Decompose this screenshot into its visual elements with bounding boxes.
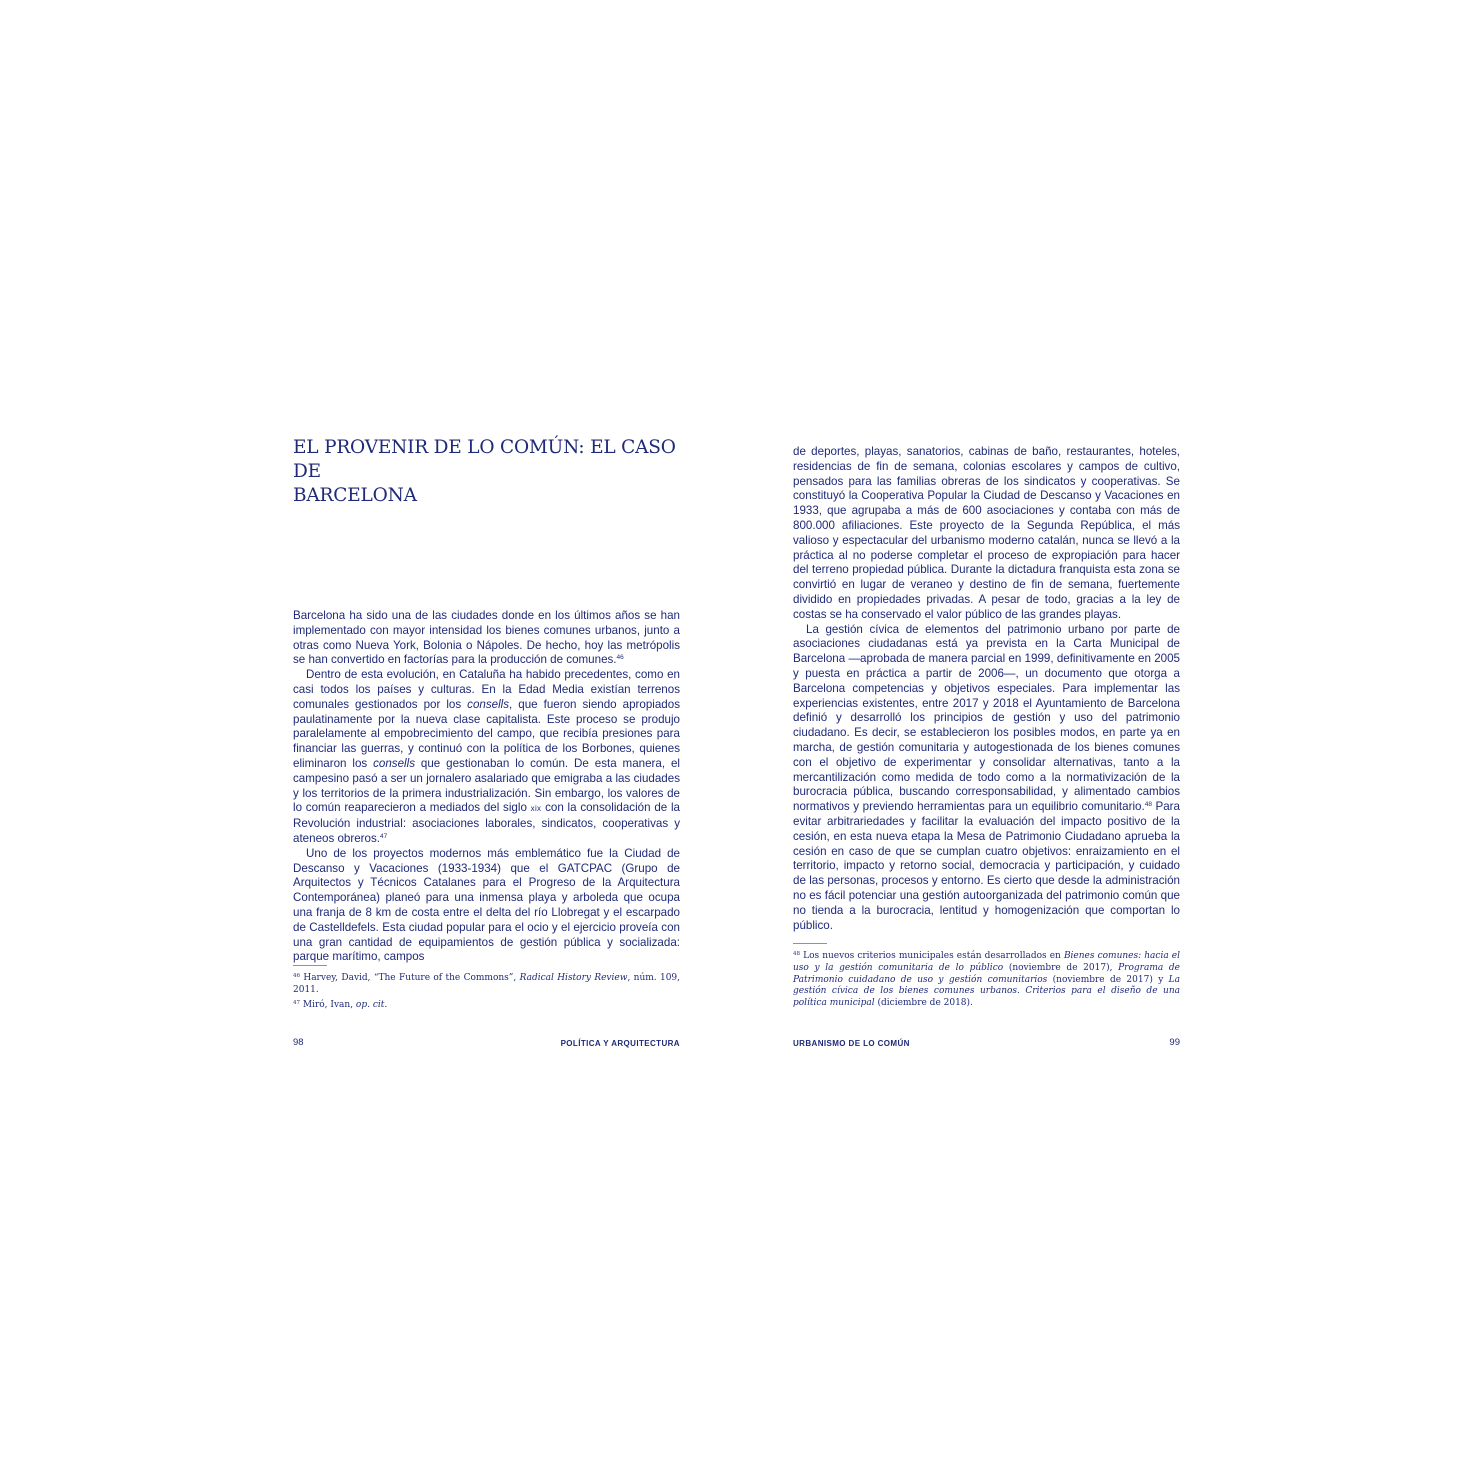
paragraph: de deportes, playas, sanatorios, cabinas de baño, restaurantes, hoteles, residencias de fin de semana, colonias escolares y campos de cultivo, pensados para las familias obreras de los sindicatos y cooperativas. Se constituyó la Cooperativa Popular la Ciudad de Descanso y Vacaciones en 1933, que agrupaba a más de 600 asociaciones y contaba con más de 800.000 afiliaciones. Este proyecto de la Segunda República, el más valioso y espectacular del urbanismo moderno catalán, nunca se llevó a la práctica al no poderse completar el proceso de expropiación para hacer del terreno propiedad pública. Durante la dictadura franquista esta zona se convirtió en lugar de veraneo y destino de fin de semana, fuertemente dividido en propiedades privadas. A pesar de todo, gracias a la ley de costas se ha conservado el valor público de las grandes playas. (793, 445, 1180, 621)
footnote-ref: 48 (1144, 801, 1152, 809)
paragraph: Dentro de esta evolución, en Cataluña ha habido precedentes, como en casi todos los países y culturas. En la Edad Media existían terrenos comunales gestionados por los consells, que fueron siendo apropiados paulatinamente por la nueva clase capitalista. Este proceso se produjo paralelamente al empobrecimiento del campo, que recibía presiones para financiar las guerras, y continuó con la política de los Borbones, quienes eliminaron los consells que gestionaban lo común. De esta manera, el campesino pasó a ser un jornalero asalariado que emigraba a las ciudades y los territorios de la primera industrialización. Sin embargo, los valores de lo común reaparecieron a mediados del siglo xix con la consolidación de la Revolución industrial: asociaciones laborales, sindicatos, cooperativas y ateneos obreros.$^{47}$ (293, 668, 681, 845)
running-head: URBANISMO DE LO COMÚN (793, 1039, 910, 1048)
footnote-ref: 47 (380, 832, 388, 840)
chapter-title-line-2: BARCELONA (293, 485, 417, 506)
footnote-rule (293, 965, 327, 966)
page-number: 98 (293, 1037, 304, 1048)
running-head: POLÍTICA Y ARQUITECTURA (560, 1039, 680, 1048)
paragraph: Barcelona ha sido una de las ciudades donde en los últimos años se han implementado con mayor intensidad los bienes comunes urbanos, junto a otras como Nueva York, Bolonia o Nápoles. De hecho, hoy las metrópolis se han convertido en factorías para la producción de comunes.$^{46}$ (293, 609, 680, 667)
century-numeral: xix (530, 804, 542, 814)
chapter-title-line-1: EL PROVENIR DE LO COMÚN: EL CASO DE (293, 437, 676, 482)
footnote-rule (793, 943, 827, 944)
right-body-text (793, 445, 1180, 933)
page-number: 99 (1169, 1037, 1180, 1048)
footnote: $^{47}$ Miró, Ivan, op. cit. (293, 999, 388, 1010)
footnote-ref: 46 (616, 654, 624, 662)
right-footnotes (793, 951, 1180, 1013)
chapter-title (293, 436, 693, 508)
right-page (736, 0, 1472, 1472)
paragraph: Uno de los proyectos modernos más emblemático fue la Ciudad de Descanso y Vacaciones (1933-1934) que el GATCPAC (Grupo de Arquitectos y Técnicos Catalanes para el Progreso de la Arquitectura Contemporánea) planeó para una inmensa playa y arboleda que ocupa una franja de 8 km de costa entre el delta del río Llobregat y el escarpado de Castelldefels. Esta ciudad popular para el ocio y el ejercicio proveía con una gran cantidad de equipamientos de gestión pública y socializada: parque marítimo, campos (293, 846, 680, 964)
footnote: $^{48}$ Los nuevos criterios municipales están desarrollados en Bienes comunes: hacia el uso y la gestión comunitaria de lo público (noviembre de 2017), Programa de Patrimonio cuidadano de uso y gestión comunitarios (noviembre de 2017) y La gestión cívica de los bienes comunes urbanos. Criterios para el diseño de una política municipal (diciembre de 2018). (793, 951, 1180, 1009)
left-body-text (293, 609, 680, 965)
left-footnotes (293, 973, 680, 1014)
paragraph: La gestión cívica de elementos del patrimonio urbano por parte de asociaciones ciudadanas está ya prevista en la Carta Municipal de Barcelona —aprobada de manera parcial en 1999, definitivamente en 2005 y puesta en práctica a partir de 2006—, un documento que otorga a Barcelona competencias y objetivos especiales. Para implementar las experiencias existentes, entre 2017 y 2018 el Ayuntamiento de Barcelona definió y desarrolló los principios de gestión y uso del patrimonio ciudadano. Es decir, se establecieron los posibles modos, en parte ya en marcha, de gestión comunitaria y autogestionada de los bienes comunes con el objetivo de experimentar y consolidar alternativas, tanto a la mercantilización como medida de todo como a la normativización de la burocracia pública, buscando corresponsabilidad, y alimentado cambios normativos y previendo herramientas para un equilibrio comunitario.$^{48}$ Para evitar arbitrariedades y facilitar la evaluación del impacto positivo de la cesión, en esta nueva etapa la Mesa de Patrimonio Ciudadano aprueba la cesión en caso de que se cumplan cuatro objetivos: enraizamiento en el territorio, impacto y retorno social, democracia y participación, y cuidado de las personas, procesos y entorno. Es cierto que desde la administración no es fácil potenciar una gestión autoorganizada del patrimonio común que no tienda a la burocracia, lentitud y homogenización que comportan lo público. (793, 622, 1180, 932)
footnote: $^{46}$ Harvey, David, “The Future of the Commons”, Radical History Review, núm. 109, 2011. (293, 973, 681, 995)
